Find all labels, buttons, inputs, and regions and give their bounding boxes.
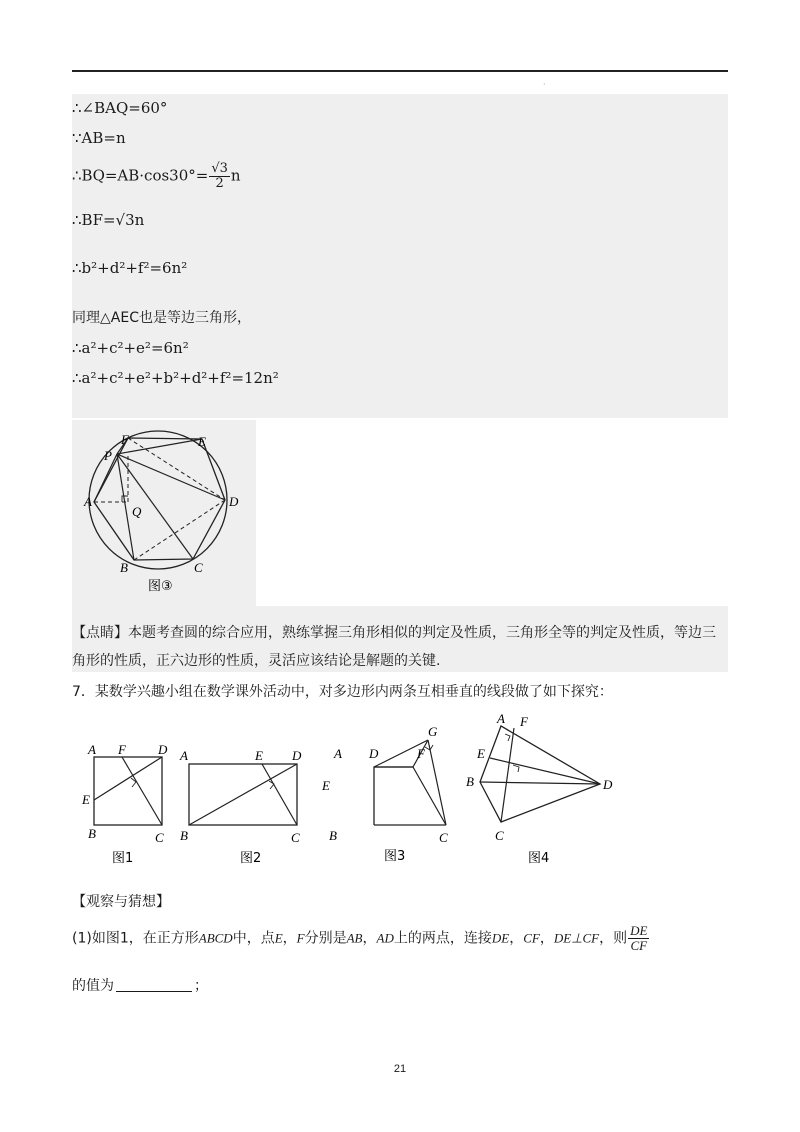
solution-line-4: ∴BF=√3n [72, 211, 145, 229]
label-C: C [194, 560, 203, 575]
svg-text:F: F [520, 714, 528, 729]
svg-text:D: D [292, 748, 302, 763]
figure-2 [179, 748, 302, 866]
label-Q: Q [132, 504, 142, 519]
solution-line-7: ∴a²+c²+e²=6n² [72, 339, 189, 357]
figure-3-caption-q7: 图3 [384, 849, 406, 864]
figure-4 [466, 712, 613, 866]
fraction-de-over-cf: $\frac{DE}{CF}$ [630, 923, 648, 953]
figure-1 [81, 742, 168, 866]
hexagon [94, 438, 225, 560]
solution-line-1: ∴∠BAQ=60° [72, 99, 168, 117]
figure-1-caption: 图1 [112, 851, 134, 866]
solution-line-5: ∴b²+d²+f²=6n² [72, 259, 188, 277]
svg-text:D: D [603, 777, 613, 792]
solution-line-8: ∴a²+c²+e²+b²+d²+f²=12n² [72, 369, 279, 387]
svg-text:B: B [88, 826, 96, 841]
fraction-sqrt3-over-2: $\frac{√3}{2}$ [211, 161, 228, 191]
circle-hexagon-figure [72, 420, 256, 606]
svg-text:D: D [158, 742, 168, 757]
label-B: B [120, 560, 128, 575]
solution-line-6: 同理△AEC也是等边三角形， [72, 310, 251, 326]
figure-3-caption: 图③ [148, 579, 173, 594]
svg-text:A: A [334, 746, 342, 761]
svg-text:E: E [477, 746, 485, 761]
svg-text:C: C [495, 828, 504, 843]
solution-line-2: ∵AB=n [72, 129, 126, 147]
section-heading: 【观察与猜想】 [72, 894, 170, 910]
svg-text:D: D [369, 746, 379, 761]
svg-text:F: F [417, 746, 425, 761]
svg-text:B: B [180, 828, 188, 843]
question-1-answer-line: 的值为 ； [72, 978, 208, 994]
svg-text:A: A [497, 712, 505, 726]
label-E: E [198, 434, 206, 449]
question-1-line: (1)如图1，在正方形ABCD中，点E，F分别是AB，AD上的两点，连接DE，CF，DE⊥CF，则 $\frac{DE}{CF}$ [72, 923, 648, 953]
solution-line-3: ∴BQ=AB·cos30°= $\frac{√3}{2}$ n [72, 161, 241, 191]
svg-text:B: B [329, 828, 337, 843]
label-P: P [104, 448, 112, 463]
label-D: D [229, 494, 239, 509]
label-F: F [121, 432, 129, 447]
dianjing-line-2: 角形的性质，正六边形的性质，灵活应该结论是解题的关键. [72, 653, 441, 669]
svg-text:A: A [180, 748, 188, 763]
figure-2-caption: 图2 [240, 851, 262, 866]
figure-3 [321, 724, 448, 864]
svg-text:E: E [322, 778, 330, 793]
svg-text:C: C [439, 830, 448, 845]
svg-text:B: B [466, 774, 474, 789]
page-number: 21 [393, 1063, 407, 1075]
header-rule [72, 70, 728, 72]
header-mark: · [543, 80, 546, 89]
svg-text:C: C [155, 830, 164, 845]
dianjing-line-1: 【点睛】本题考查圆的综合应用，熟练掌握三角形相似的判定及性质，三角形全等的判定及性质，等边三 [72, 625, 716, 641]
answer-blank[interactable] [116, 991, 192, 992]
svg-text:C: C [291, 830, 300, 845]
svg-text:E: E [82, 792, 90, 807]
question-7-stem: 7．某数学兴趣小组在数学课外活动中，对多边形内两条互相垂直的线段做了如下探究： [72, 684, 613, 700]
svg-text:G: G [428, 724, 438, 739]
label-A: A [84, 494, 92, 509]
svg-text:F: F [118, 742, 126, 757]
figure-4-caption: 图4 [528, 851, 550, 866]
question-7-figures [72, 712, 728, 874]
svg-text:E: E [255, 748, 263, 763]
svg-text:A: A [88, 742, 96, 757]
